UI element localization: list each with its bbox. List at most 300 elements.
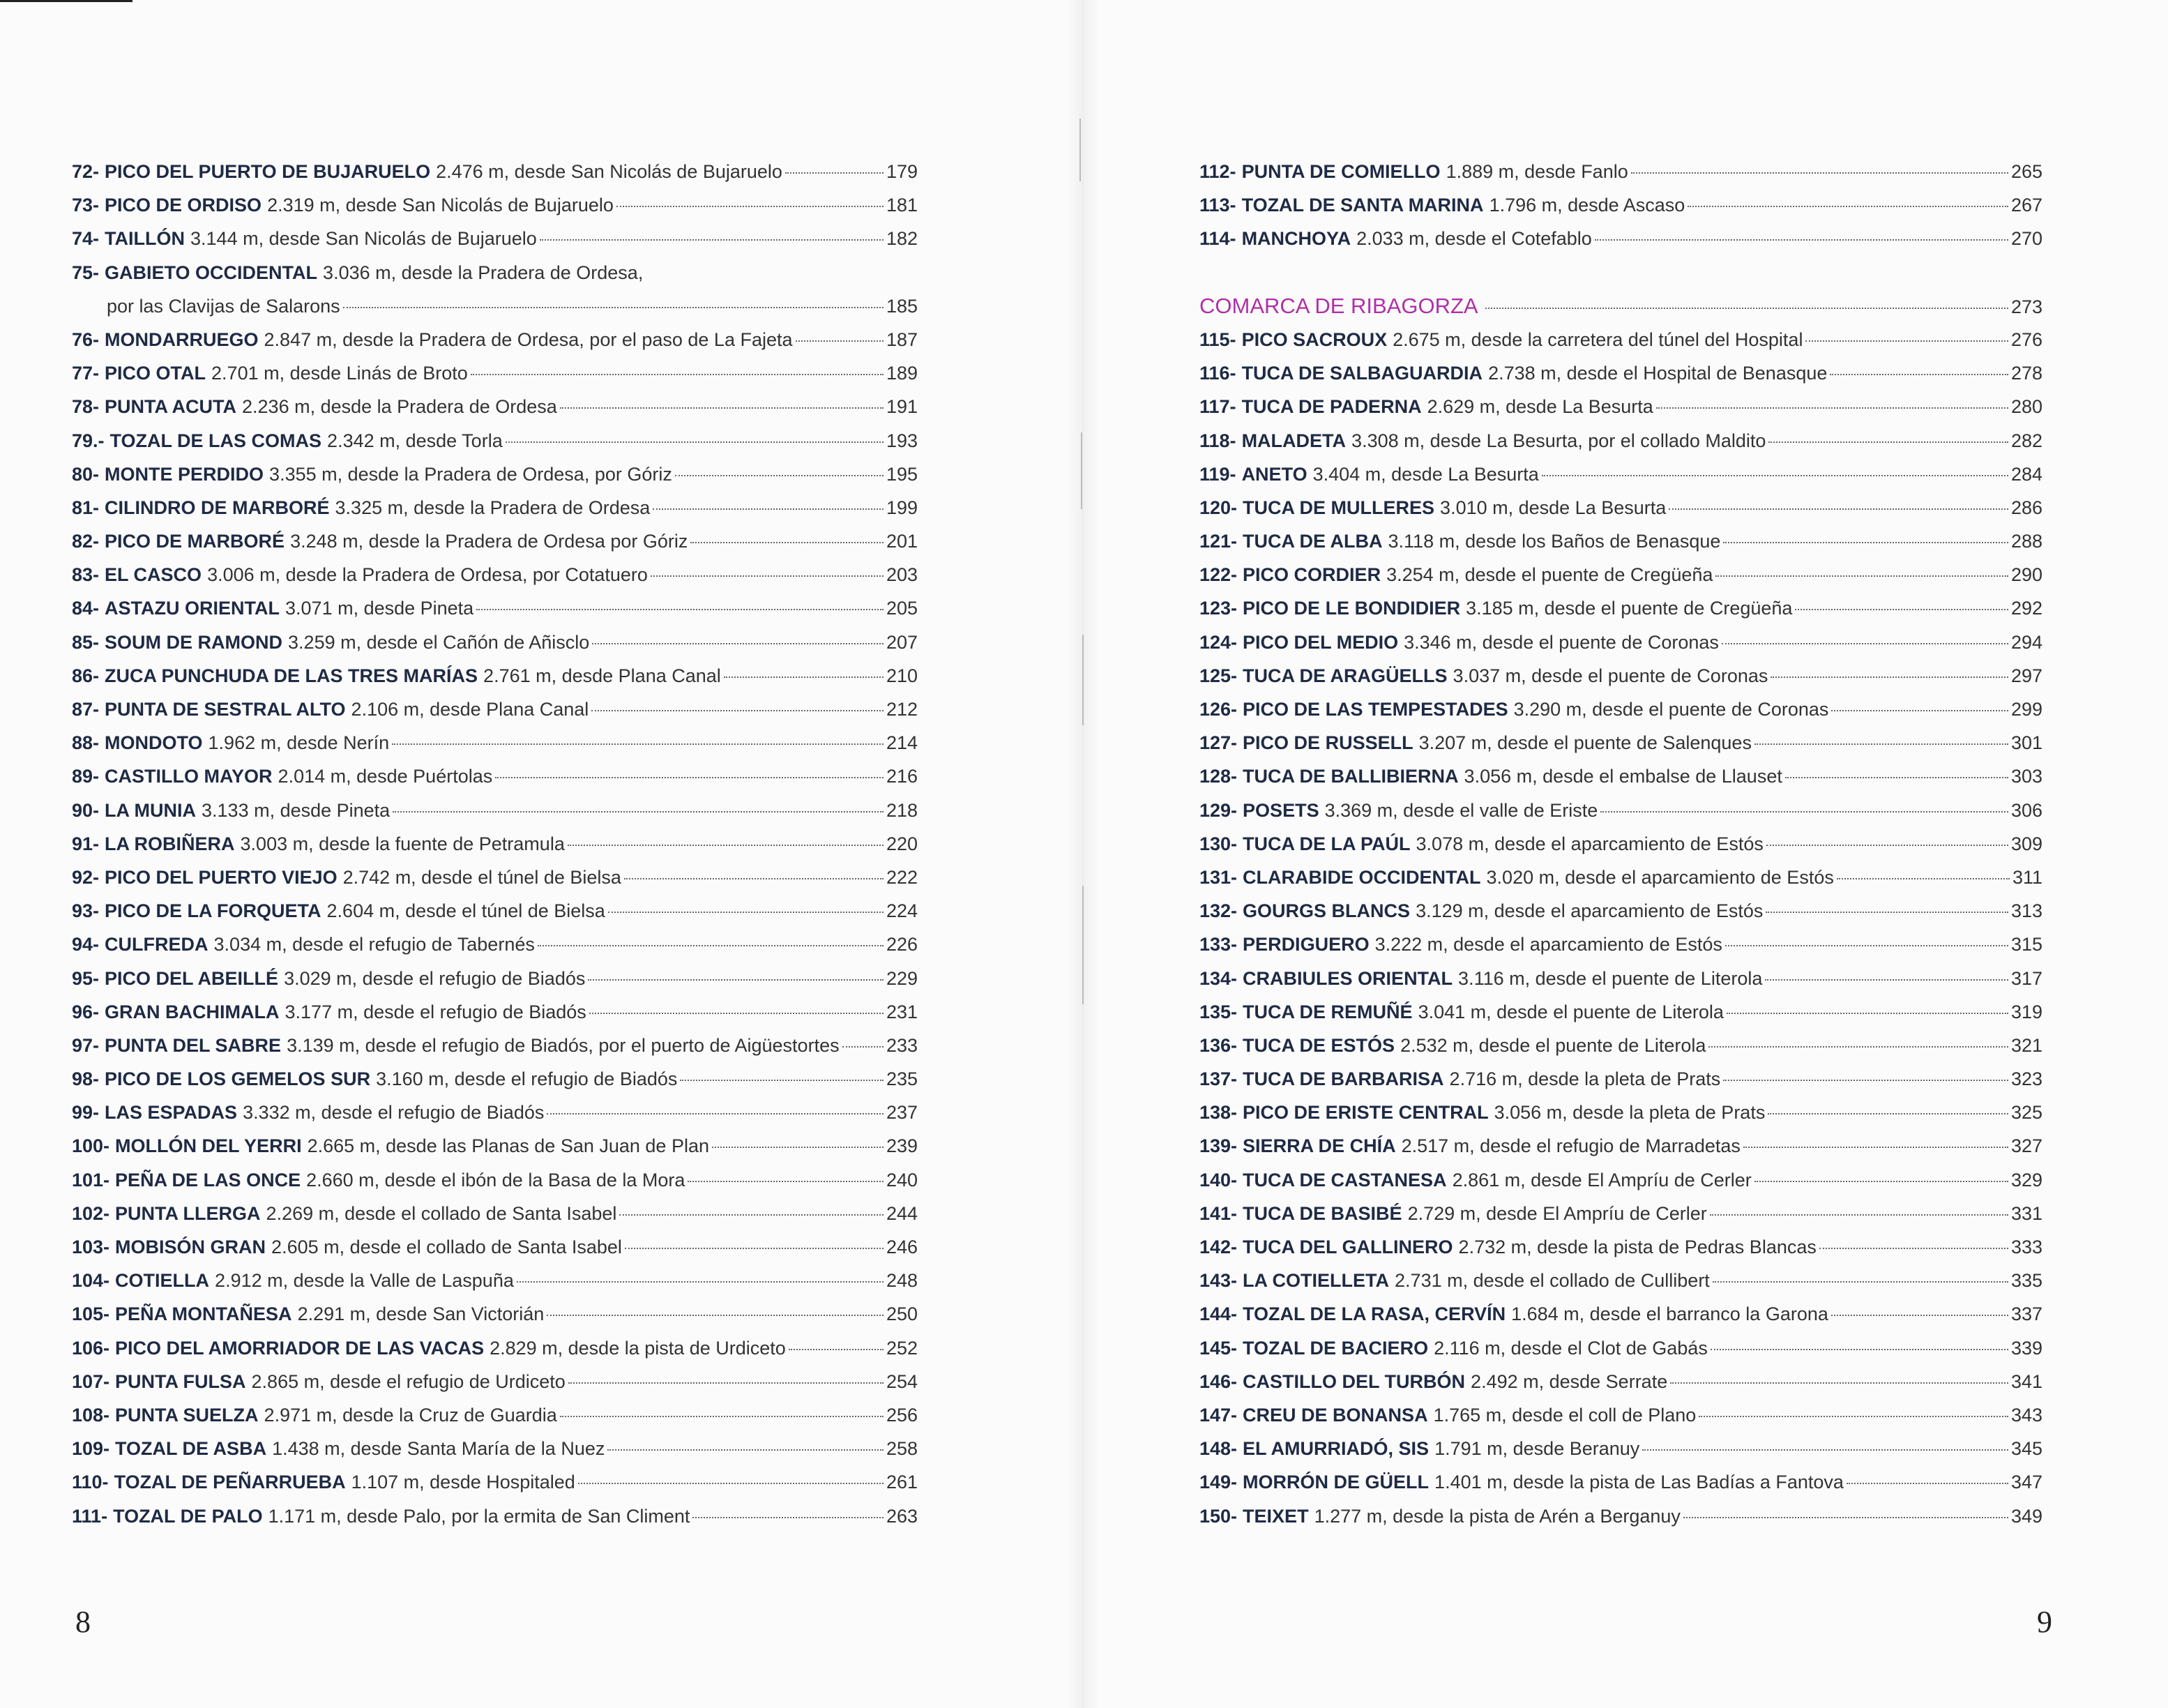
toc-entry[interactable] <box>72 1197 918 1230</box>
entry-number: 72- <box>72 161 100 182</box>
toc-entry[interactable] <box>1199 827 2042 861</box>
entry-page-number: 343 <box>2010 1404 2042 1426</box>
entry-description: 3.325 m, desde la Pradera de Ordesa <box>335 497 651 518</box>
toc-entry[interactable] <box>1199 659 2042 693</box>
entry-peak-name: PEÑA MONTAÑESA <box>115 1303 292 1325</box>
entry-number: 139- <box>1199 1135 1238 1157</box>
dot-leader <box>608 911 884 913</box>
entry-page-number: 252 <box>886 1337 918 1359</box>
toc-entry[interactable] <box>1199 390 2042 423</box>
entry-page-number: 313 <box>2010 900 2042 922</box>
entry-peak-name: PICO DEL PUERTO VIEJO <box>105 866 338 888</box>
toc-entry[interactable] <box>1199 894 2042 928</box>
dot-leader <box>616 205 884 207</box>
entry-description: 1.889 m, desde Fanlo <box>1446 161 1628 182</box>
entry-description: 2.269 m, desde el collado de Santa Isabel <box>266 1202 617 1224</box>
toc-entry[interactable] <box>1199 1197 2042 1230</box>
toc-entry[interactable] <box>72 962 918 995</box>
entry-number: 87- <box>72 699 100 720</box>
toc-entry[interactable] <box>72 894 918 928</box>
dot-leader <box>680 1079 884 1081</box>
dot-leader <box>1642 1449 2008 1451</box>
entry-peak-name: SIERRA DE CHÍA <box>1243 1135 1396 1157</box>
toc-entry[interactable] <box>1199 1432 2042 1465</box>
entry-description: 1.684 m, desde el barranco la Garona <box>1511 1303 1828 1325</box>
entry-page-number: 263 <box>886 1505 918 1527</box>
entry-peak-name: PUNTA ACUTA <box>105 396 237 418</box>
entry-page-number: 267 <box>2010 195 2042 216</box>
entry-page-number: 201 <box>886 531 918 552</box>
toc-entry[interactable] <box>72 256 918 289</box>
entry-description: 3.020 m, desde el aparcamiento de Estós <box>1486 866 1834 888</box>
entry-description: 2.861 m, desde El Ampríu de Cerler <box>1452 1169 1752 1191</box>
entry-number: 132- <box>1199 900 1238 922</box>
toc-entry[interactable] <box>72 1096 918 1129</box>
entry-peak-name: PUNTA FULSA <box>115 1370 246 1392</box>
dot-leader <box>1847 1482 2008 1484</box>
entry-page-number: 233 <box>886 1034 918 1056</box>
toc-entry[interactable] <box>72 458 918 491</box>
entry-peak-name: CASTILLO DEL TURBÓN <box>1243 1370 1466 1392</box>
entry-page-number: 218 <box>886 799 918 821</box>
toc-entry[interactable] <box>72 1331 918 1365</box>
toc-entry[interactable] <box>1199 794 2042 827</box>
entry-description: 1.401 m, desde la pista de Las Badías a Fantova <box>1434 1472 1844 1493</box>
entry-number: 96- <box>72 1001 100 1022</box>
left-page <box>0 0 1074 1708</box>
toc-entry[interactable] <box>72 289 918 323</box>
entry-number: 81- <box>72 497 100 518</box>
section-heading-row[interactable] <box>1199 289 2042 323</box>
entry-number: 88- <box>72 732 100 754</box>
toc-entry[interactable] <box>72 558 918 591</box>
entry-page-number: 222 <box>886 866 918 888</box>
entry-peak-name: TUCA DEL GALLINERO <box>1243 1237 1453 1257</box>
entry-number: 98- <box>72 1068 100 1090</box>
entry-page-number: 270 <box>2010 228 2042 250</box>
toc-entry[interactable] <box>1199 524 2042 558</box>
entry-peak-name: LAS ESPADAS <box>105 1102 238 1124</box>
toc-entry[interactable] <box>1199 1264 2042 1297</box>
dot-leader <box>547 1112 884 1114</box>
toc-entry[interactable] <box>72 995 918 1029</box>
entry-peak-name: TOZAL DE SANTA MARINA <box>1241 195 1484 216</box>
toc-entry[interactable] <box>72 1499 918 1533</box>
toc-entry[interactable] <box>1199 1465 2042 1499</box>
dot-leader <box>592 642 884 644</box>
toc-entry[interactable] <box>1199 928 2042 961</box>
toc-entry[interactable] <box>72 659 918 693</box>
entry-number: 136- <box>1199 1034 1238 1056</box>
toc-entry[interactable] <box>72 1129 918 1163</box>
toc-entry[interactable] <box>72 188 918 222</box>
entry-page-number: 203 <box>886 564 918 586</box>
dot-leader <box>1485 307 2008 309</box>
entry-peak-name: SOUM DE RAMOND <box>105 631 283 653</box>
entry-description: 1.107 m, desde Hospitaled <box>351 1472 575 1493</box>
entry-page-number: 189 <box>886 363 918 384</box>
toc-entry[interactable] <box>72 1297 918 1331</box>
toc-entry[interactable] <box>1199 424 2042 458</box>
entry-number: 108- <box>72 1404 110 1426</box>
toc-entry[interactable] <box>1199 1499 2042 1533</box>
entry-description: 3.071 m, desde Pineta <box>285 598 474 619</box>
toc-entry[interactable] <box>72 827 918 861</box>
toc-entry[interactable] <box>72 155 918 188</box>
toc-entry[interactable] <box>72 390 918 423</box>
entry-number: 127- <box>1199 732 1238 754</box>
entry-number: 80- <box>72 463 100 485</box>
toc-entry[interactable] <box>72 693 918 726</box>
entry-page-number: 315 <box>2010 934 2042 955</box>
dot-leader <box>1768 1112 2008 1114</box>
dot-leader <box>1837 877 2010 879</box>
toc-entry[interactable] <box>72 222 918 255</box>
entry-number: 133- <box>1199 934 1238 955</box>
entry-peak-name: EL CASCO <box>105 564 202 586</box>
entry-peak-name: MONDARRUEGO <box>105 328 259 350</box>
dot-leader <box>540 239 884 241</box>
section-page-number: 273 <box>2010 296 2042 317</box>
entry-description: 3.133 m, desde Pineta <box>202 799 391 821</box>
entry-peak-name: CLARABIDE OCCIDENTAL <box>1243 866 1481 888</box>
entry-peak-name: PICO DE LAS TEMPESTADES <box>1243 699 1508 720</box>
entry-page-number: 345 <box>2010 1438 2042 1460</box>
entry-number: 128- <box>1199 766 1238 787</box>
entry-peak-name: PICO DE ORDISO <box>105 195 262 216</box>
dot-leader <box>1595 239 2008 241</box>
toc-entry[interactable] <box>1199 995 2042 1029</box>
entry-description: 3.332 m, desde el refugio de Biadós <box>243 1102 545 1124</box>
entry-peak-name: PUNTA SUELZA <box>115 1404 259 1426</box>
entry-peak-name: TOZAL DE BACIERO <box>1243 1337 1429 1359</box>
entry-peak-name: CASTILLO MAYOR <box>105 766 273 787</box>
toc-entry[interactable] <box>1199 491 2042 524</box>
page-number-right: 9 <box>2037 1605 2052 1639</box>
entry-page-number: 341 <box>2010 1370 2042 1392</box>
entry-peak-name: MALADETA <box>1241 430 1347 451</box>
entry-page-number: 323 <box>2010 1068 2042 1090</box>
entry-page-number: 311 <box>2012 866 2042 888</box>
entry-peak-name: MOLLÓN DEL YERRI <box>115 1135 302 1157</box>
entry-peak-name: PUNTA DE COMIELLO <box>1241 161 1441 182</box>
entry-page-number: 195 <box>886 463 918 485</box>
entry-number: 107- <box>72 1370 110 1392</box>
entry-description: 2.732 m, desde la pista de Pedras Blancas <box>1458 1237 1817 1257</box>
entry-page-number: 349 <box>2010 1505 2042 1527</box>
entry-number: 103- <box>72 1237 110 1257</box>
entry-page-number: 278 <box>2010 363 2042 384</box>
entry-peak-name: EL AMURRIADÓ, SIS <box>1243 1438 1430 1460</box>
entry-peak-name: MOBISÓN GRAN <box>115 1237 266 1257</box>
toc-entry[interactable] <box>1199 1129 2042 1163</box>
toc-entry[interactable] <box>72 1398 918 1432</box>
entry-description: 3.144 m, desde San Nicolás de Bujaruelo <box>190 228 537 250</box>
entry-description: 3.248 m, desde la Pradera de Ordesa por Góriz <box>290 531 688 552</box>
dot-leader <box>690 541 884 543</box>
entry-number: 114- <box>1199 228 1236 250</box>
entry-page-number: 244 <box>886 1202 918 1224</box>
entry-description: 3.041 m, desde el puente de Literola <box>1418 1001 1724 1022</box>
toc-entry[interactable] <box>1199 962 2042 995</box>
entry-peak-name: CRABIULES ORIENTAL <box>1243 967 1453 989</box>
entry-description: 1.796 m, desde Ascaso <box>1489 195 1685 216</box>
dot-leader <box>1683 1516 2008 1518</box>
entry-page-number: 205 <box>886 598 918 619</box>
entry-description: 3.177 m, desde el refugio de Biadós <box>285 1001 586 1022</box>
entry-description: 1.438 m, desde Santa María de la Nuez <box>272 1438 605 1460</box>
entry-description: 3.056 m, desde el embalse de Llauset <box>1464 766 1782 787</box>
entry-number: 121- <box>1199 531 1238 552</box>
entry-description: 2.701 m, desde Linás de Broto <box>211 363 468 384</box>
toc-entry[interactable] <box>72 1264 918 1297</box>
toc-entry[interactable] <box>1199 323 2042 356</box>
toc-entry[interactable] <box>72 861 918 894</box>
entry-description: 3.290 m, desde el puente de Coronas <box>1513 699 1829 720</box>
entry-page-number: 226 <box>886 934 918 955</box>
entry-number: 111- <box>72 1505 108 1527</box>
entry-number: 94- <box>72 934 100 955</box>
entry-description: 2.014 m, desde Puértolas <box>278 766 493 787</box>
toc-entry[interactable] <box>72 759 918 793</box>
toc-entry[interactable] <box>1199 1331 2042 1365</box>
entry-peak-name: TUCA DE CASTANESA <box>1243 1169 1447 1191</box>
toc-entry[interactable] <box>1199 188 2042 222</box>
entry-page-number: 182 <box>886 228 918 250</box>
entry-peak-name: MANCHOYA <box>1241 228 1351 250</box>
entry-number: 75- <box>72 262 100 283</box>
dot-leader <box>1727 1012 2008 1014</box>
dot-leader <box>651 575 884 577</box>
toc-entry[interactable] <box>72 591 918 625</box>
entry-peak-name: TOZAL DE LA RASA, CERVÍN <box>1243 1303 1506 1325</box>
dot-leader <box>1669 508 2008 510</box>
dot-leader <box>619 1214 884 1216</box>
gutter-mark <box>1081 432 1082 509</box>
toc-list-right <box>1199 155 2042 1533</box>
entry-description: 2.532 m, desde el puente de Literola <box>1400 1034 1706 1056</box>
entry-number: 120- <box>1199 497 1238 518</box>
toc-entry[interactable] <box>1199 1096 2042 1129</box>
entry-number: 92- <box>72 866 100 888</box>
toc-entry[interactable] <box>1199 1398 2042 1432</box>
right-page <box>1085 0 2168 1708</box>
toc-entry[interactable] <box>1199 626 2042 659</box>
dot-leader <box>607 1449 884 1451</box>
entry-peak-name: LA MUNIA <box>105 799 197 821</box>
dot-leader <box>1830 373 2008 375</box>
entry-number: 109- <box>72 1438 110 1460</box>
toc-entry[interactable] <box>1199 759 2042 793</box>
entry-page-number: 191 <box>886 396 918 418</box>
entry-peak-name: GABIETO OCCIDENTAL <box>105 262 318 283</box>
entry-page-number: 207 <box>886 631 918 653</box>
entry-description: 2.716 m, desde la pleta de Prats <box>1449 1068 1721 1090</box>
entry-page-number: 309 <box>2010 833 2042 854</box>
entry-page-number: 193 <box>886 430 918 451</box>
entry-number: 106- <box>72 1337 110 1359</box>
dot-leader <box>1722 642 2008 644</box>
entry-description: por las Clavijas de Salarons <box>107 295 340 317</box>
entry-page-number: 235 <box>886 1068 918 1090</box>
entry-page-number: 327 <box>2010 1135 2042 1157</box>
toc-entry[interactable] <box>1199 356 2042 390</box>
entry-description: 1.765 m, desde el coll de Plano <box>1433 1404 1697 1426</box>
entry-description: 3.029 m, desde el refugio de Biadós <box>284 967 586 989</box>
toc-entry[interactable] <box>1199 861 2042 894</box>
entry-page-number: 250 <box>886 1303 918 1325</box>
entry-peak-name: PICO DE LOS GEMELOS SUR <box>105 1068 371 1090</box>
entry-peak-name: PICO DEL PUERTO DE BUJARUELO <box>105 161 431 182</box>
entry-number: 85- <box>72 631 100 653</box>
entry-page-number: 337 <box>2010 1303 2042 1325</box>
toc-entry[interactable] <box>1199 1365 2042 1398</box>
entry-page-number: 292 <box>2010 598 2042 619</box>
toc-entry[interactable] <box>1199 458 2042 491</box>
entry-number: 118- <box>1199 430 1236 451</box>
dot-leader <box>343 306 884 308</box>
entry-page-number: 325 <box>2010 1102 2042 1124</box>
toc-entry[interactable] <box>72 626 918 659</box>
toc-list-left <box>72 155 918 1533</box>
entry-description: 2.729 m, desde El Ampríu de Cerler <box>1407 1202 1707 1224</box>
entry-description: 3.034 m, desde el refugio de Tabernés <box>213 934 535 955</box>
toc-entry[interactable] <box>72 726 918 759</box>
toc-entry[interactable] <box>72 356 918 390</box>
entry-page-number: 331 <box>2010 1202 2042 1224</box>
toc-entry[interactable] <box>72 491 918 524</box>
toc-entry[interactable] <box>72 1230 918 1264</box>
toc-entry[interactable] <box>1199 1163 2042 1197</box>
dot-leader <box>495 776 884 778</box>
entry-peak-name: MONTE PERDIDO <box>105 463 264 485</box>
entry-description: 2.319 m, desde San Nicolás de Bujaruelo <box>267 195 614 216</box>
toc-entry[interactable] <box>1199 558 2042 591</box>
entry-description: 2.971 m, desde la Cruz de Guardia <box>264 1404 557 1426</box>
entry-number: 95- <box>72 967 100 989</box>
toc-entry[interactable] <box>1199 1029 2042 1062</box>
entry-page-number: 280 <box>2010 396 2042 418</box>
dot-leader <box>1743 1146 2008 1148</box>
entry-page-number: 301 <box>2010 732 2042 754</box>
dot-leader <box>1754 743 2008 745</box>
toc-entry[interactable] <box>72 323 918 356</box>
toc-entry[interactable] <box>1199 693 2042 726</box>
toc-entry[interactable] <box>72 928 918 961</box>
entry-description: 3.346 m, desde el puente de Coronas <box>1404 631 1719 653</box>
entry-peak-name: PICO DEL ABEILLÉ <box>105 967 279 989</box>
entry-peak-name: MONDOTO <box>105 732 203 754</box>
entry-description: 2.492 m, desde Serrate <box>1471 1370 1668 1392</box>
entry-page-number: 214 <box>886 732 918 754</box>
entry-peak-name: PUNTA DE SESTRAL ALTO <box>105 699 346 720</box>
toc-entry[interactable] <box>1199 1062 2042 1096</box>
dot-leader <box>591 709 884 711</box>
entry-description: 3.116 m, desde el puente de Literola <box>1458 967 1763 989</box>
entry-page-number: 319 <box>2010 1001 2042 1022</box>
dot-leader <box>1631 172 2008 174</box>
entry-peak-name: PICO DE ERISTE CENTRAL <box>1243 1102 1489 1124</box>
entry-description: 2.342 m, desde Torla <box>327 430 503 451</box>
dot-leader <box>517 1280 884 1283</box>
entry-page-number: 179 <box>886 161 918 182</box>
entry-page-number: 199 <box>886 497 918 518</box>
dot-leader <box>688 1180 883 1182</box>
toc-entry[interactable] <box>72 1365 918 1398</box>
entry-page-number: 229 <box>886 967 918 989</box>
entry-peak-name: TAILLÓN <box>105 228 185 250</box>
toc-entry[interactable] <box>1199 222 2042 255</box>
entry-description: 2.675 m, desde la carretera del túnel del Hospital <box>1393 328 1803 350</box>
entry-description: 3.036 m, desde la Pradera de Ordesa, <box>323 262 644 283</box>
entry-peak-name: POSETS <box>1243 799 1319 821</box>
entry-peak-name: PICO DEL MEDIO <box>1243 631 1399 653</box>
dot-leader <box>560 407 884 409</box>
entry-page-number: 317 <box>2010 967 2042 989</box>
entry-description: 2.829 m, desde la pista de Urdiceto <box>490 1337 786 1359</box>
toc-entry[interactable] <box>1199 591 2042 625</box>
toc-entry[interactable] <box>1199 1297 2042 1331</box>
toc-entry[interactable] <box>72 524 918 558</box>
entry-number: 144- <box>1199 1303 1238 1325</box>
toc-entry[interactable] <box>72 1062 918 1096</box>
entry-number: 79.- <box>72 430 105 451</box>
entry-page-number: 303 <box>2010 766 2042 787</box>
entry-page-number: 254 <box>886 1370 918 1392</box>
entry-page-number: 246 <box>886 1237 918 1257</box>
entry-page-number: 248 <box>886 1270 918 1292</box>
toc-entry[interactable] <box>72 1163 918 1197</box>
entry-number: 125- <box>1199 665 1238 686</box>
entry-peak-name: TUCA DE ALBA <box>1243 531 1383 552</box>
entry-page-number: 212 <box>886 699 918 720</box>
toc-entry[interactable] <box>1199 155 2042 188</box>
entry-number: 110- <box>72 1472 109 1493</box>
entry-description: 1.962 m, desde Nerín <box>208 732 390 754</box>
entry-number: 141- <box>1199 1202 1238 1224</box>
dot-leader <box>1819 1247 2008 1249</box>
entry-description: 2.517 m, desde el refugio de Marradetas <box>1401 1135 1741 1157</box>
toc-entry[interactable] <box>1199 726 2042 759</box>
entry-description: 2.742 m, desde el túnel de Bielsa <box>342 866 621 888</box>
toc-entry[interactable] <box>1199 1230 2042 1264</box>
entry-page-number: 288 <box>2010 531 2042 552</box>
toc-entry[interactable] <box>72 1432 918 1465</box>
entry-description: 2.291 m, desde San Victorián <box>297 1303 545 1325</box>
entry-page-number: 335 <box>2010 1270 2042 1292</box>
page-number-left: 8 <box>75 1605 91 1639</box>
dot-leader <box>1771 676 2008 678</box>
toc-entry[interactable] <box>72 1029 918 1062</box>
entry-page-number: 297 <box>2010 665 2042 686</box>
entry-number: 102- <box>72 1202 110 1224</box>
dot-leader <box>506 441 884 443</box>
entry-description: 3.006 m, desde la Pradera de Ordesa, por Cotatuero <box>207 564 648 586</box>
entry-number: 105- <box>72 1303 110 1325</box>
dot-leader <box>1805 340 2008 342</box>
dot-leader <box>692 1516 884 1518</box>
toc-entry[interactable] <box>72 794 918 827</box>
toc-entry[interactable] <box>72 424 918 458</box>
entry-page-number: 220 <box>886 833 918 854</box>
dot-leader <box>578 1482 884 1484</box>
toc-entry[interactable] <box>72 1465 918 1499</box>
entry-description: 3.404 m, desde La Besurta <box>1312 463 1539 485</box>
entry-number: 146- <box>1199 1370 1238 1392</box>
dot-leader <box>675 474 884 476</box>
entry-page-number: 286 <box>2010 497 2042 518</box>
entry-page-number: 231 <box>886 1001 918 1022</box>
